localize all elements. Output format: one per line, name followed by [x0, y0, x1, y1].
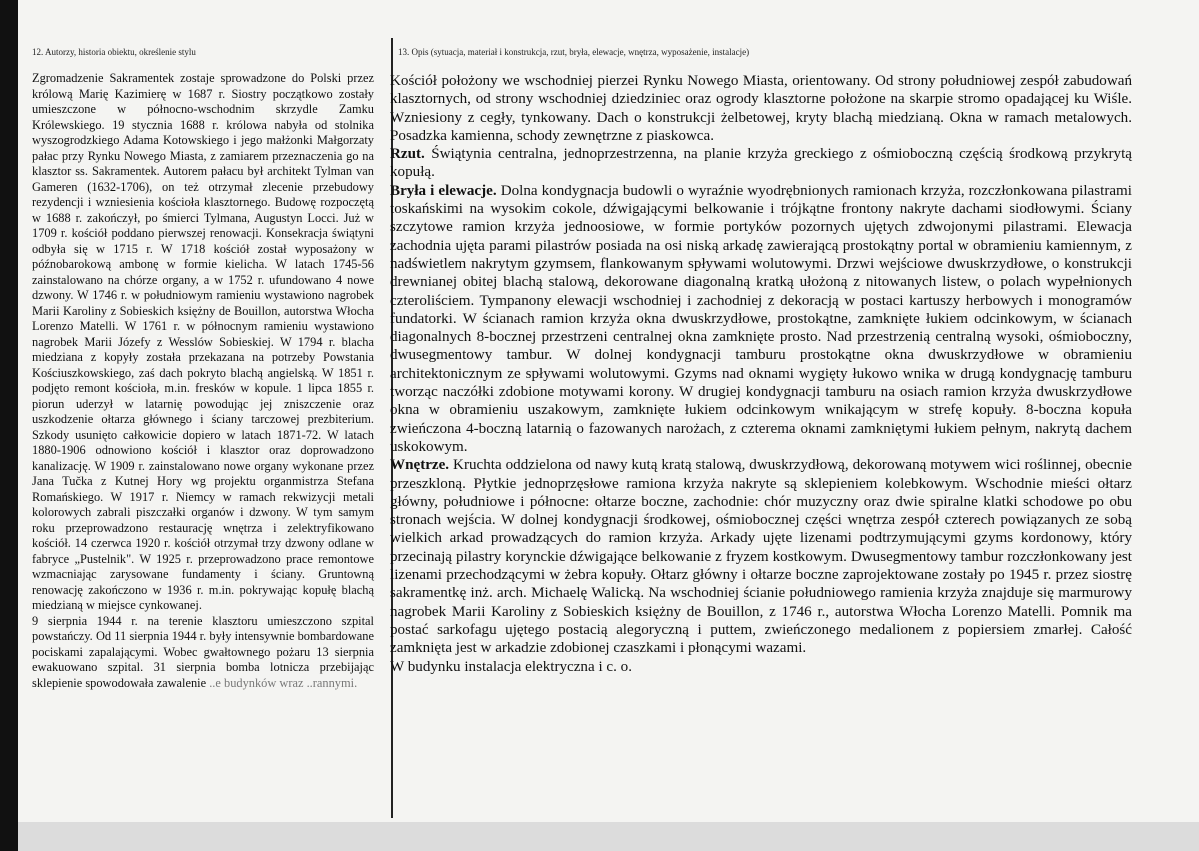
history-cut-off-text: ..e budynków wraz ..rannymi.	[209, 675, 358, 690]
rzut-text: Świątynia centralna, jednoprzestrzenna, na planie krzyża greckiego z ośmioboczną częścią środkową przykrytą kopułą.	[390, 146, 1132, 181]
section-12-heading: 12. Autorzy, historia obiektu, określenie stylu	[32, 47, 196, 57]
bryla-text: Dolna kondygnacja budowli o wyraźnie wyodrębnionych ramionach krzyża, rozczłonkowana pilastrami toskańskimi na wysokim cokole, dźwigającymi belkowanie i trójkątne frontony nakryte dachami siodłowymi. Ściany szczytowe ramion krzyża jednoosiowe, w formie portyków pozornych ujętych zdwojonymi pilastrami. Elewacja zachodnia ujęta parami pilastrów posiada na osi niską arkadę zawierającą prostokątny portal w obramieniu kamiennym, z nadświetlem nakrytym gzymsem, flankowanym spływami wolutowymi. Drzwi wejściowe dwuskrzydłowe, o konstrukcji drewnianej obitej blachą stalową, dekorowane diagonalną kratką ułożoną z nitowanych listew, o polach wypełnionych czteroliściem. Tympanony elewacji wschodniej i zachodniej z dekoracją w postaci kartuszy herbowych i monogramów fundatorki. W ścianach ramion krzyża okna dwuskrzydłowe, prostokątne, zamknięte łukiem odcinkowym, w ścianach diagonalnych 8-bocznej przestrzeni centralnej okna zamknięte prosto. Nad przestrzenią centralną wysoki, ośmioboczny, dwusegmentowy tambur. W dolnej kondygnacji tamburu prostokątne okna dwuskrzydłowe w obramieniu architektonicznym ze spływami wolutowymi. Gzyms nad oknami wygięty łukowo wnika w drugą kondygnację tamburu tworząc naczółki zdobione motywami korony. W drugiej kondygnacji tamburu na osiach ramion krzyża dwuskrzydłowe okna w obramieniu uszakowym, zamknięte łukiem odcinkowym wnikającym w strefę kopuły. 8-boczna kopuła zwieńczona 4-boczną latarnią o fazowanych narożach, z czterema oknami zamkniętymi łukiem pełnym, nakrytą dachem uskokowym.	[390, 182, 1132, 455]
bryla-label: Bryła i elewacje.	[390, 182, 497, 199]
history-paragraph-2-text: 9 sierpnia 1944 r. na terenie klasztoru umieszczono szpital powstańczy. Od 11 sierpnia 1944 r. były intensywnie bombardowane pociskami zapalającymi. Wobec gwałtownego pożaru 13 sierpnia ewakuowano szpital. 31 sierpnia bomba lotnicza przebijając sklepienie spowodowała zawalenie	[32, 613, 374, 690]
description-column	[390, 72, 1132, 676]
section-13-heading: 13. Opis (sytuacja, materiał i konstrukcja, rzut, bryła, elewacje, wnętrza, wyposażenie, instalacje)	[398, 47, 750, 57]
description-installations: W budynku instalacja elektryczna i c. o.	[390, 658, 632, 675]
description-wnetrze	[390, 456, 1132, 657]
history-column	[32, 71, 374, 691]
description-intro: Kościół położony we wschodniej pierzei Rynku Nowego Miasta, orientowany. Od strony południowej zespół zabudowań klasztornych, od strony wschodniej dziedziniec oraz ogrody klasztorne położone na skarpie stromo opadającej ku Wiśle. Wzniesiony z cegły, tynkowany. Dach o konstrukcji żelbetowej, kryty blachą miedzianą. Okna w ramach metalowych. Posadzka kamienna, schody zewnętrzne z piaskowca.	[390, 73, 1132, 144]
description-rzut	[390, 145, 1132, 182]
history-paragraph-1: Zgromadzenie Sakramentek zostaje sprowadzone do Polski przez królową Marię Kazimierę w 1687 r. Siostry początkowo zostały umieszczone w północno-wschodnim skrzydle Zamku Królewskiego. 19 stycznia 1688 r. królowa nabyła od stolnika wyszogrodzkiego Adama Kotowskiego i jego małżonki Małgorzaty pałac przy Rynku Nowego Miasta, z zamiarem przeznaczenia go na klasztor ss. Sakramentek. Autorem pałacu był architekt Tylman van Gameren (1632-1706), on też otrzymał zlecenie przebudowy rezydencji i wzniesienia kościoła klasztornego. Budowę rozpoczętą w 1688 r. zakończył, po śmierci Tylmana, Augustyn Locci. Już w 1709 r. kościół poddano pierwszej renowacji. Konsekracja świątyni odbyła się w 1715 r. W 1718 kościół został wyposażony w późnobarokową ambonę w formie kielicha. W latach 1745-56 zainstalowano na chórze organy, a w 1752 r. ufundowano 4 nowe dzwony. W 1746 r. w południowym ramieniu wystawiono nagrobek Marii Karoliny z Sobieskich księżny de Bouillon, autorstwa Włocha Lorenzo Matelli. W 1761 r. w północnym ramieniu wystawiono nagrobek Marii Józefy z Wesslów Sobieskiej. W 1794 r. blacha miedziana z kopyły została przekazana na potrzeby Powstania Kościuszkowskiego, zaś dach pokryto blachą angielską. W 1851 r. podjęto remont kościoła, m.in. fresków w kopule. 1 lipca 1855 r. piorun uderzył w latarnię powodując jej zniszczenie oraz uszkodzenie ołtarza głównego i ściany tarczowej prezbiterium. Szkody usunięto całkowicie dopiero w latach 1871-72. W latach 1880-1906 odnowiono kościół i klasztor oraz doprowadzono kanalizację. W 1909 r. zainstalowano nowe organy wykonane przez Jana Tučka z Kutnej Hory wg projektu organmistrza Stefana Romańskiego. W 1917 r. Niemcy w ramach rekwizycji metali kolorowych zabrali piszczałki organów i dzwony. W tym samym roku przeprowadzono restaurację wnętrza i zelektryfikowano kościół. 14 czerwca 1920 r. kościół otrzymał trzy dzwony odlane w fabryce „Pustelnik". W 1925 r. przeprowadzono prace remontowe wzmacniając zarysowane fundamenty i ściany. Gruntowną renowację zakończono w 1936 r. m.in. pokrywając kopułę blachą miedzianą w miejsce cynkowanej.	[32, 71, 374, 612]
page-bottom-strip	[18, 822, 1199, 851]
wnetrze-text: Kruchta oddzielona od nawy kutą kratą stalową, dwuskrzydłową, dekorowaną motywem wici roślinnej, obecnie przeszkloną. Płytkie jednoprzęsłowe ramiona krzyża nakryte są sklepieniem kolebkowym. Wschodnie mieści ołtarz główny, południowe i północne: ołtarze boczne, zachodnie: chór muzyczny oraz dwie spiralne klatki schodowe po obu stronach wejścia. W dolnej kondygnacji środkowej, ośmiobocznej części wnętrza zespół czterech powiązanych ze sobą wielkich arkad prowadzących do ramion krzyża. Arkady ujęte lizenami podtrzymującymi gzyms kordonowy, który przecinają pilastry korynckie dźwigające belkowanie z fryzem kostkowym. Dwusegmentowy tambur rozczłonkowany jest lizenami przechodzącymi w żebra kopuły. Ołtarz główny i ołtarze boczne zaprojektowane zostały po 1945 r. przez siostrę sakramentkę inż. arch. Michaelę Walicką. Na wschodniej ścianie południowego ramienia krzyża znajduje się marmurowy nagrobek Marii Karoliny z Sobieskich księżny de Bouillon, z 1746 r., autorstwa Włocha Lorenzo Matelli. Pomnik ma postać sarkofagu ujętego postacią alegoryczną i puttem, zwieńczonego medalionem z popiersiem zmarłej. Całość zamknięta jest w arkadzie zdobionej czaszkami i płonącymi wazami.	[390, 457, 1132, 657]
document-page	[18, 0, 1199, 851]
history-paragraph-2	[32, 614, 374, 692]
wnetrze-label: Wnętrze.	[390, 457, 450, 474]
rzut-label: Rzut.	[390, 146, 425, 163]
description-bryla	[390, 182, 1132, 456]
